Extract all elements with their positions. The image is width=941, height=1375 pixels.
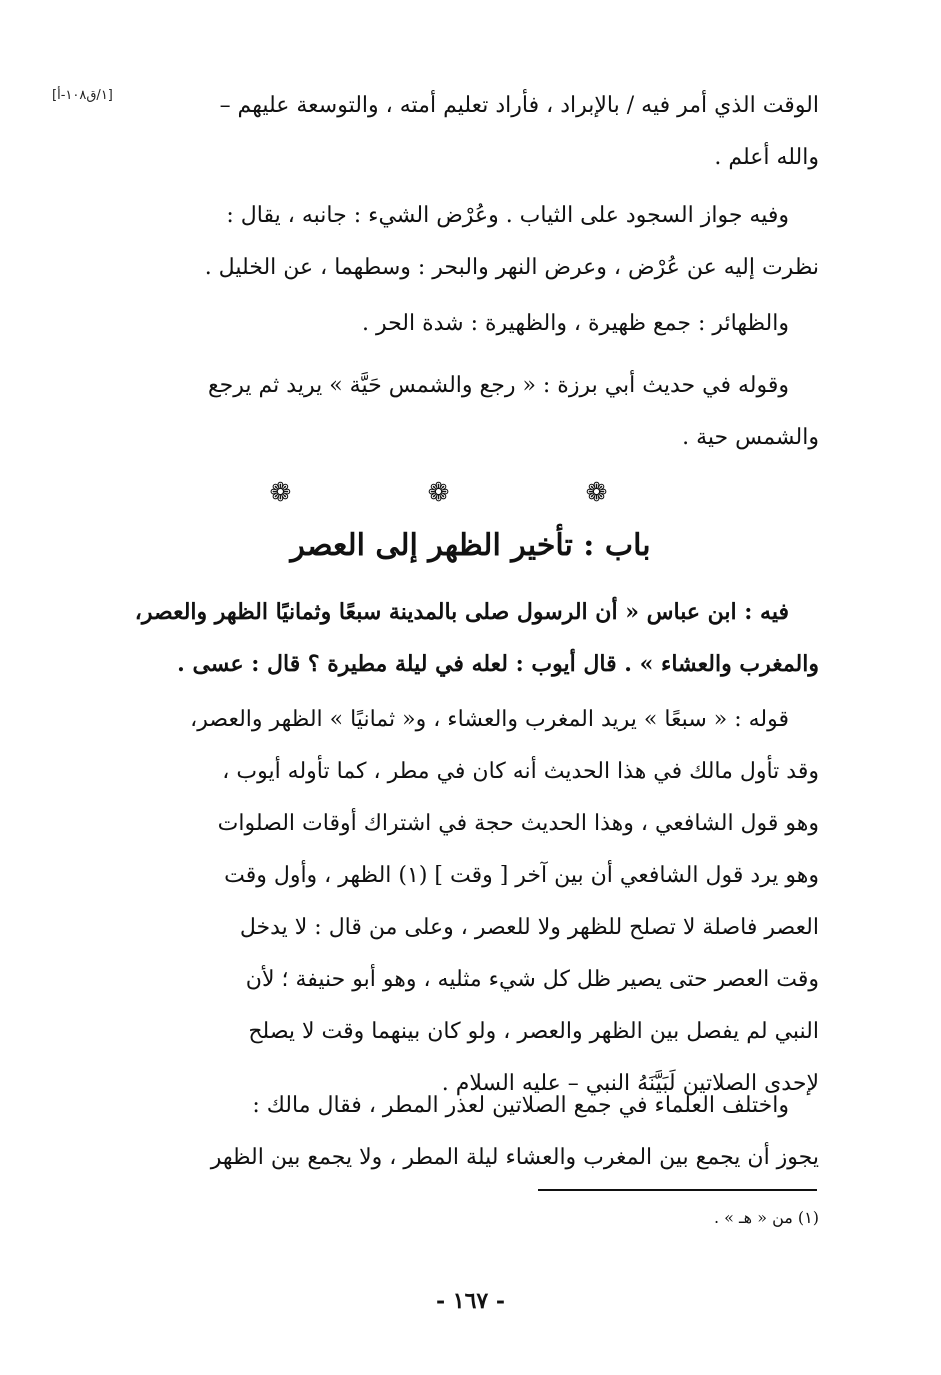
text-line: وهو يرد قول الشافعي أن بين آخر [ وقت ] (١) الظهر ، وأول وقت [224,863,819,888]
chapter-title: باب : تأخير الظهر إلى العصر [290,528,651,563]
footnote: (١) من « هـ » . [713,1208,819,1227]
text-line: النبي لم يفصل بين الظهر والعصر ، ولو كان بينهما وقت لا يصلح [248,1019,819,1044]
text-line: وهو قول الشافعي ، وهذا الحديث حجة في اشتراك أوقات الصلوات [217,811,819,836]
hadith-text [133,586,819,690]
text-line: والشمس حية . [682,425,819,450]
text-line: الوقت الذي أمر فيه / بالإبراد ، فأراد تعليم أمته ، والتوسعة عليهم – [219,93,819,118]
text-line: وفيه جواز السجود على الثياب . وعُرْض الشيء : جانبه ، يقال : [226,203,789,228]
page-number: - ١٦٧ - [435,1288,506,1314]
paragraph-thiyab [133,190,819,294]
text-line: العصر فاصلة لا تصلح للظهر ولا للعصر ، وعلى من قال : لا يدخل [239,915,819,940]
text-line: وقد تأول مالك في هذا الحديث أنه كان في مطر ، كما تأوله أيوب ، [222,759,819,784]
text-line: واختلف العلماء في جمع الصلاتين لعذر المطر ، فقال مالك : [252,1093,789,1118]
section-separator: ❁ ❁ ❁ [269,478,672,508]
paragraph-barza [133,360,819,464]
text-line: والظهائر : جمع ظهيرة ، والظهيرة : شدة الحر . [361,311,789,336]
paragraph-top [133,80,819,184]
commentary-paragraph [133,694,819,1110]
text-line: قوله : « سبعًا » يريد المغرب والعشاء ، و« ثمانيًا » الظهر والعصر، [190,707,789,732]
text-line: وقوله في حديث أبي برزة : « رجع والشمس حَيَّة » يريد ثم يرجع [207,373,789,398]
text-line: وقت العصر حتى يصير ظل كل شيء مثليه ، وهو أبو حنيفة ؛ لأن [245,967,819,992]
text-line: لإحدى الصلاتين لَبَيَّنَهُ النبي – عليه السلام . [441,1071,819,1096]
manuscript-reference: [١/ق١٠٨-أ] [52,88,113,103]
footnote-divider [538,1189,817,1191]
text-line: فيه : ابن عباس « أن الرسول صلى بالمدينة سبعًا وثمانيًا الظهر والعصر، [134,599,789,625]
ikhtilaf-paragraph [133,1080,819,1184]
text-line: نظرت إليه عن عُرْض ، وعرض النهر والبحر : وسطهما ، عن الخليل . [204,255,819,280]
paragraph-zahair [133,298,819,350]
text-line: والله أعلم . [714,145,819,170]
text-line: يجوز أن يجمع بين المغرب والعشاء ليلة المطر ، ولا يجمع بين الظهر [210,1145,819,1170]
text-line: والمغرب والعشاء » . قال أيوب : لعله في ليلة مطيرة ؟ قال : عسى . [177,651,819,677]
